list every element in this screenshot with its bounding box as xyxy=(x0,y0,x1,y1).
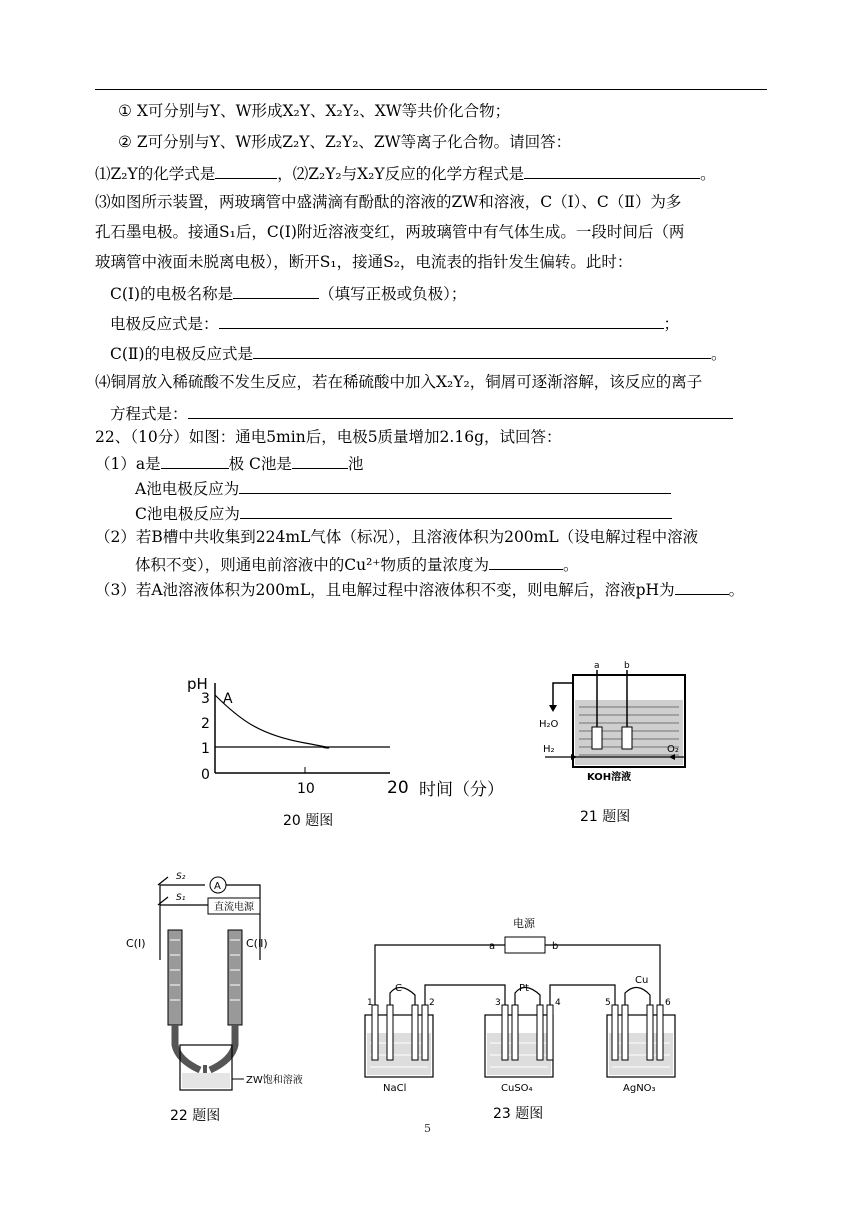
switch-s2 xyxy=(158,877,168,885)
power-supply xyxy=(505,937,545,953)
answer-blank xyxy=(489,553,563,570)
x-label: 时间（分） xyxy=(419,780,504,800)
item-2: ② Z可分别与Y、W形成Z₂Y、Z₂Y₂、ZW等离子化合物。请回答： xyxy=(118,133,572,151)
label-1: 1 xyxy=(367,998,373,1008)
figure-23-caption: 23 题图 xyxy=(493,1106,544,1122)
q22-3: （3）若A池溶液体积为200mL，且电解过程中溶液体积不变，则电解后，溶液pH为 。 xyxy=(95,578,744,600)
label-cuso4: CuSO₄ xyxy=(501,1083,533,1094)
label-c1: C(Ⅰ) xyxy=(126,937,146,950)
electrode-1 xyxy=(372,1005,378,1060)
label-a: a xyxy=(594,661,600,671)
electrode-5 xyxy=(612,1005,618,1060)
answer-blank xyxy=(215,162,277,179)
answer-blank xyxy=(240,502,672,519)
y-connector xyxy=(175,1025,235,1070)
y-tick-2: 2 xyxy=(201,716,210,732)
q22-A xyxy=(135,477,671,499)
q4-text: 方程式是： xyxy=(110,405,188,423)
q3-line-3: 玻璃管中液面未脱离电极），断开S₁，接通S₂，电流表的指针发生偏转。此时： xyxy=(95,253,633,271)
label-s2: S₂ xyxy=(176,872,186,882)
q3-c2: C(Ⅱ)的电极反应式是 。 xyxy=(110,342,727,364)
q3-eq-text: 电极反应式是： xyxy=(110,315,219,333)
figure-20-caption: 20 题图 xyxy=(283,813,334,829)
bridge-1-2 xyxy=(390,987,415,1025)
q3-c2-text: C(Ⅱ)的电极反应式是 xyxy=(110,345,253,363)
y-tick-0: 0 xyxy=(201,767,210,783)
q3-line-1: ⑶如图所示装置，两玻璃管中盛满滴有酚酞的溶液的ZW和溶液，C（Ⅰ）、C（Ⅱ）为多 xyxy=(95,193,682,211)
q3-c1-hint: （填写正极或负极）； xyxy=(319,285,467,303)
answer-blank xyxy=(233,282,319,299)
q22-1 xyxy=(95,452,363,474)
electrode-a xyxy=(592,727,602,749)
q22-C-text: C池电极反应为 xyxy=(135,505,240,523)
q22-A-text: A池电极反应为 xyxy=(135,480,240,498)
figure-22-caption: 22 题图 xyxy=(170,1108,221,1124)
electrode-3 xyxy=(502,1005,508,1060)
q1-text-a: ⑴Z₂Y的化学式是 xyxy=(95,165,216,183)
y-tick-3: 3 xyxy=(201,691,210,707)
y-label: pH xyxy=(187,675,208,693)
item-1: ① X可分别与Y、W形成X₂Y、X₂Y₂、XW等共价化合物； xyxy=(118,102,511,120)
q22-2b-text: 体积不变），则通电前溶液中的Cu²⁺物质的量浓度为 xyxy=(135,556,489,574)
q22-C xyxy=(135,502,672,524)
electrode-cu xyxy=(647,1005,653,1060)
water-outlet xyxy=(553,683,573,707)
electrode-pt-2 xyxy=(537,1005,543,1060)
question-1-2: ⑴Z₂Y的化学式是 ，⑵Z₂Y₂与X₂Y反应的化学方程式是 。 xyxy=(95,162,716,184)
header-rule xyxy=(95,89,767,90)
label-c: C xyxy=(395,983,402,994)
label-o2: O₂ xyxy=(667,744,679,755)
label-koh: KOH溶液 xyxy=(587,772,632,783)
answer-blank xyxy=(161,452,229,469)
q22-3-text: （3）若A池溶液体积为200mL，且电解过程中溶液体积不变，则电解后，溶液pH为 xyxy=(95,581,675,599)
label-pt: Pt xyxy=(519,983,529,994)
answer-blank xyxy=(675,578,729,595)
q22-2a: （2）若B槽中共收集到224mL气体（标况），且溶液体积为200mL（设电解过程中溶液 xyxy=(95,528,699,546)
q3-c1-text: C(Ⅰ)的电极名称是 xyxy=(110,285,234,303)
q1-text-b: ，⑵Z₂Y₂与X₂Y反应的化学方程式是 xyxy=(277,165,525,183)
q3-line-2: 孔石墨电极。接通S₁后，C(Ⅰ)附近溶液变红，两玻璃管中有气体生成。一段时间后（两 xyxy=(95,223,685,241)
figure-20-ph-graph xyxy=(185,665,520,805)
label-a: a xyxy=(489,941,496,952)
electrode-2-c xyxy=(412,1005,418,1060)
label-s1: S₁ xyxy=(176,893,186,903)
electrode-5-cu xyxy=(622,1005,628,1060)
answer-blank xyxy=(524,162,700,179)
electrode-c xyxy=(387,1005,393,1060)
bridge-2-3 xyxy=(425,985,505,1025)
label-zw-solution: ZW饱和溶液 xyxy=(246,1075,303,1086)
q3-eq: 电极反应式是： ； xyxy=(110,312,679,334)
x-tick-label-20: 20 xyxy=(387,778,409,798)
label-cu: Cu xyxy=(635,975,649,986)
answer-blank xyxy=(239,477,671,494)
q4-line-1: ⑷铜屑放入稀硫酸不发生反应，若在稀硫酸中加入X₂Y₂，铜屑可逐渐溶解，该反应的离子 xyxy=(95,373,703,391)
curve-label-a: A xyxy=(223,691,233,707)
label-b: b xyxy=(624,661,630,671)
figure-21-fuel-cell xyxy=(535,655,695,800)
label-nacl: NaCl xyxy=(383,1083,407,1094)
x-tick-label-10: 10 xyxy=(297,781,315,797)
label-ammeter: A xyxy=(214,881,221,892)
tube-c2 xyxy=(228,930,242,1025)
q22-1-a: （1）a是 xyxy=(95,455,161,473)
answer-blank xyxy=(219,312,664,329)
label-power: 直流电源 xyxy=(214,902,254,913)
bridge-5-6 xyxy=(625,987,650,1025)
q4-line-2 xyxy=(110,402,733,424)
label-h2: H₂ xyxy=(543,744,555,755)
figure-22-electrolysis xyxy=(120,865,320,1100)
label-3: 3 xyxy=(495,998,501,1008)
label-2: 2 xyxy=(429,998,435,1008)
figure-23-series-electrolysis xyxy=(355,905,685,1100)
label-6: 6 xyxy=(665,998,671,1008)
label-5: 5 xyxy=(605,998,611,1008)
answer-blank xyxy=(292,452,348,469)
page-number: 5 xyxy=(424,1122,431,1135)
label-c2: C(Ⅱ) xyxy=(246,937,268,950)
label-agno3: AgNO₃ xyxy=(623,1083,656,1094)
label-power: 电源 xyxy=(513,917,535,930)
q22-1-c: 池 xyxy=(347,455,364,473)
electrode-4 xyxy=(547,1005,553,1060)
q22-1-b: 极 C池是 xyxy=(228,455,292,473)
q22-head: 22、（10分）如图：通电5min后，电极5质量增加2.16g，试回答： xyxy=(95,428,562,446)
electrode-b xyxy=(622,727,632,749)
label-4: 4 xyxy=(555,998,561,1008)
q22-2b: 体积不变），则通电前溶液中的Cu²⁺物质的量浓度为 。 xyxy=(135,553,579,575)
electrode-6 xyxy=(657,1005,663,1060)
tube-c1 xyxy=(168,930,182,1025)
figure-21-caption: 21 题图 xyxy=(580,809,631,825)
label-b: b xyxy=(552,941,559,952)
label-h2o: H₂O xyxy=(539,719,559,730)
electrode-pt xyxy=(512,1005,518,1060)
electrode-2 xyxy=(422,1005,428,1060)
answer-blank xyxy=(253,342,711,359)
y-tick-1: 1 xyxy=(201,741,210,757)
answer-blank xyxy=(188,402,733,419)
q3-c1 xyxy=(110,282,466,304)
